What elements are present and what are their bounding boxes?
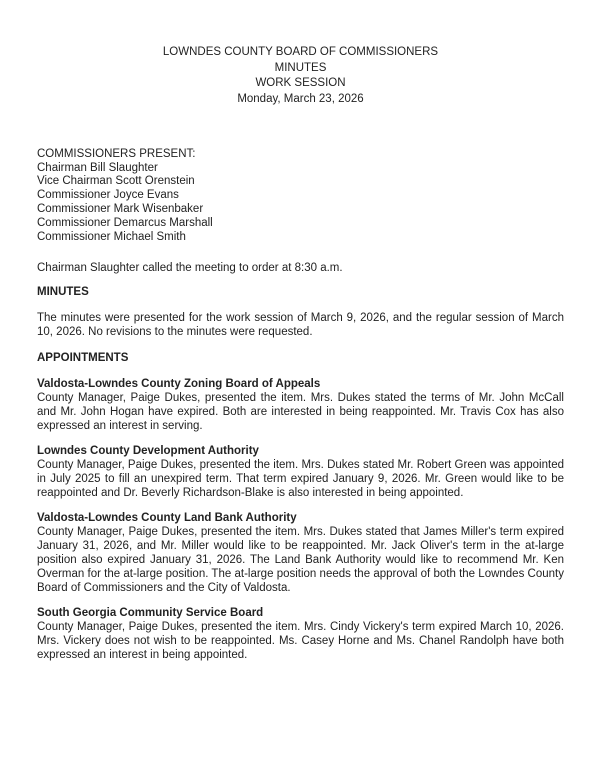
appointment-title: Valdosta-Lowndes County Land Bank Authority [37, 512, 297, 525]
minutes-heading: MINUTES [37, 286, 89, 299]
document-title-line-4: Monday, March 23, 2026 [237, 93, 364, 106]
attendance-member: Vice Chairman Scott Orenstein [37, 175, 195, 188]
document-title-line-3: WORK SESSION [255, 77, 346, 90]
minutes-body: The minutes were presented for the work session of March 9, 2026, and the regular session of March 10, 2026. No revisions to the minutes were requested. [37, 312, 564, 339]
appointment-title: Lowndes County Development Authority [37, 445, 259, 458]
document-title-line-2: MINUTES [274, 61, 327, 74]
attendance-label: COMMISSIONERS PRESENT: [37, 147, 196, 160]
appointment-body: County Manager, Paige Dukes, presented the item. Mrs. Dukes stated Mr. Robert Green was appointed in July 2025 to fill an unexpired term. That term expired January 9, 2026. Mr. Green would like to be reappointed and Dr. Beverly Richardson-Blake is also interested in being appointed. [37, 459, 564, 500]
call-to-order-line: Chairman Slaughter called the meeting to order at 8:30 a.m. [37, 262, 343, 275]
appointment-title: Valdosta-Lowndes County Zoning Board of Appeals [37, 378, 321, 391]
document-title-line-1: LOWNDES COUNTY BOARD OF COMMISSIONERS [162, 46, 439, 58]
attendance-section [37, 148, 564, 245]
appointment-community-service-board [37, 606, 564, 662]
appointments-heading: APPOINTMENTS [37, 352, 129, 365]
attendance-member: Commissioner Michael Smith [37, 230, 186, 243]
appointment-body: County Manager, Paige Dukes, presented the item. Mrs. Dukes stated the terms of Mr. John McCall and Mr. John Hogan have expired. Both are interested in being reappointed. Mr. Travis Cox has also expressed an interest in serving. [37, 392, 564, 433]
appointment-body: County Manager, Paige Dukes, presented the item. Mrs. Cindy Vickery's term expired March 10, 2026. Mrs. Vickery does not wish to be reappointed. Ms. Casey Horne and Ms. Chanel Randolph have both expressed an interest in being appointed. [37, 621, 564, 662]
attendance-member: Chairman Bill Slaughter [37, 161, 158, 174]
document-header [37, 45, 564, 108]
appointment-title: South Georgia Community Service Board [37, 607, 264, 620]
appointment-body: County Manager, Paige Dukes, presented the item. Mrs. Dukes stated that James Miller's term expired January 31, 2026, and Mr. Miller would like to be reappointed. Mr. Jack Oliver's term in the at-large position also expired January 31, 2026. The Land Bank Authority would like to recommend Mr. Ken Overman for the at-large position. The at-large position needs the approval of both the Lowndes County Board of Commissioners and the City of Valdosta. [37, 526, 564, 595]
appointment-zoning-board-of-appeals [37, 377, 564, 433]
attendance-member: Commissioner Mark Wisenbaker [37, 203, 204, 215]
appointment-development-authority [37, 444, 564, 500]
appointment-land-bank-authority [37, 511, 564, 595]
attendance-member: Commissioner Joyce Evans [37, 189, 179, 202]
attendance-member: Commissioner Demarcus Marshall [37, 216, 213, 229]
